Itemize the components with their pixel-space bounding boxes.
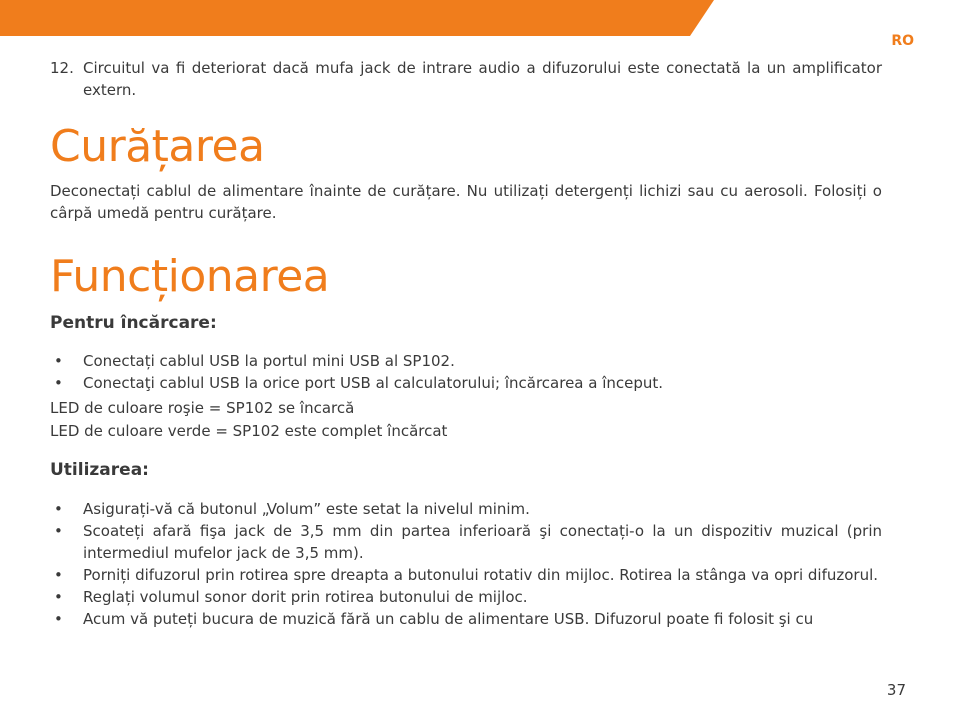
bullet-icon: • [54,610,63,628]
list-item-12 [50,57,882,101]
led-red-line: LED de culoare roşie = SP102 se încarcă [50,399,355,417]
bullet-icon: • [54,352,63,370]
page-number: 37 [886,681,906,699]
language-label: RO [891,33,914,49]
bullet-icon: • [54,500,63,518]
led-green-line: LED de culoare verde = SP102 este complet încărcat [50,422,448,440]
list-item: • Porniți difuzorul prin rotirea spre dreapta a butonului rotativ din mijloc. Rotirea la stânga va opri difuzorul. [54,566,879,584]
charging-list [50,350,882,394]
bullet-icon: • [54,588,63,606]
section-title-operation: Funcționarea [50,251,330,302]
orange-header-band [0,0,954,40]
usage-list [50,498,882,630]
bullet-icon: • [54,566,63,584]
list-item: • Acum vă puteți bucura de muzică fără un cablu de alimentare USB. Difuzorul poate fi folosit şi cu [54,610,814,628]
item-number: 12. [50,59,74,77]
list-item: • Conectați cablul USB la portul mini USB al SP102. [54,352,455,370]
list-item: • Conectaţi cablul USB la orice port USB al calculatorului; încărcarea a început. [54,374,664,392]
item-text: Circuitul va fi deteriorat dacă mufa jack de intrare audio a difuzorului este conectată la un amplificator extern. [83,59,882,99]
bullet-icon: • [54,522,63,540]
section-title-cleaning: Curățarea [50,121,265,172]
usage-heading: Utilizarea: [50,460,149,480]
list-item: • Reglați volumul sonor dorit prin rotirea butonului de mijloc. [54,588,528,606]
list-item: • Scoateți afară fişa jack de 3,5 mm din partea inferioară şi conectați-o la un dispozitiv muzical (prin intermediul mufelor jack de 3,5 mm). [54,522,882,562]
bullet-icon: • [54,374,63,392]
charging-heading: Pentru încărcare: [50,313,217,333]
list-item: • Asigurați-vă că butonul „Volum” este setat la nivelul minim. [54,500,530,518]
cleaning-paragraph: Deconectați cablul de alimentare înainte de curățare. Nu utilizați detergenți lichizi sau cu aerosoli. Folosiți o cârpă umedă pentru curățare. [50,182,882,222]
